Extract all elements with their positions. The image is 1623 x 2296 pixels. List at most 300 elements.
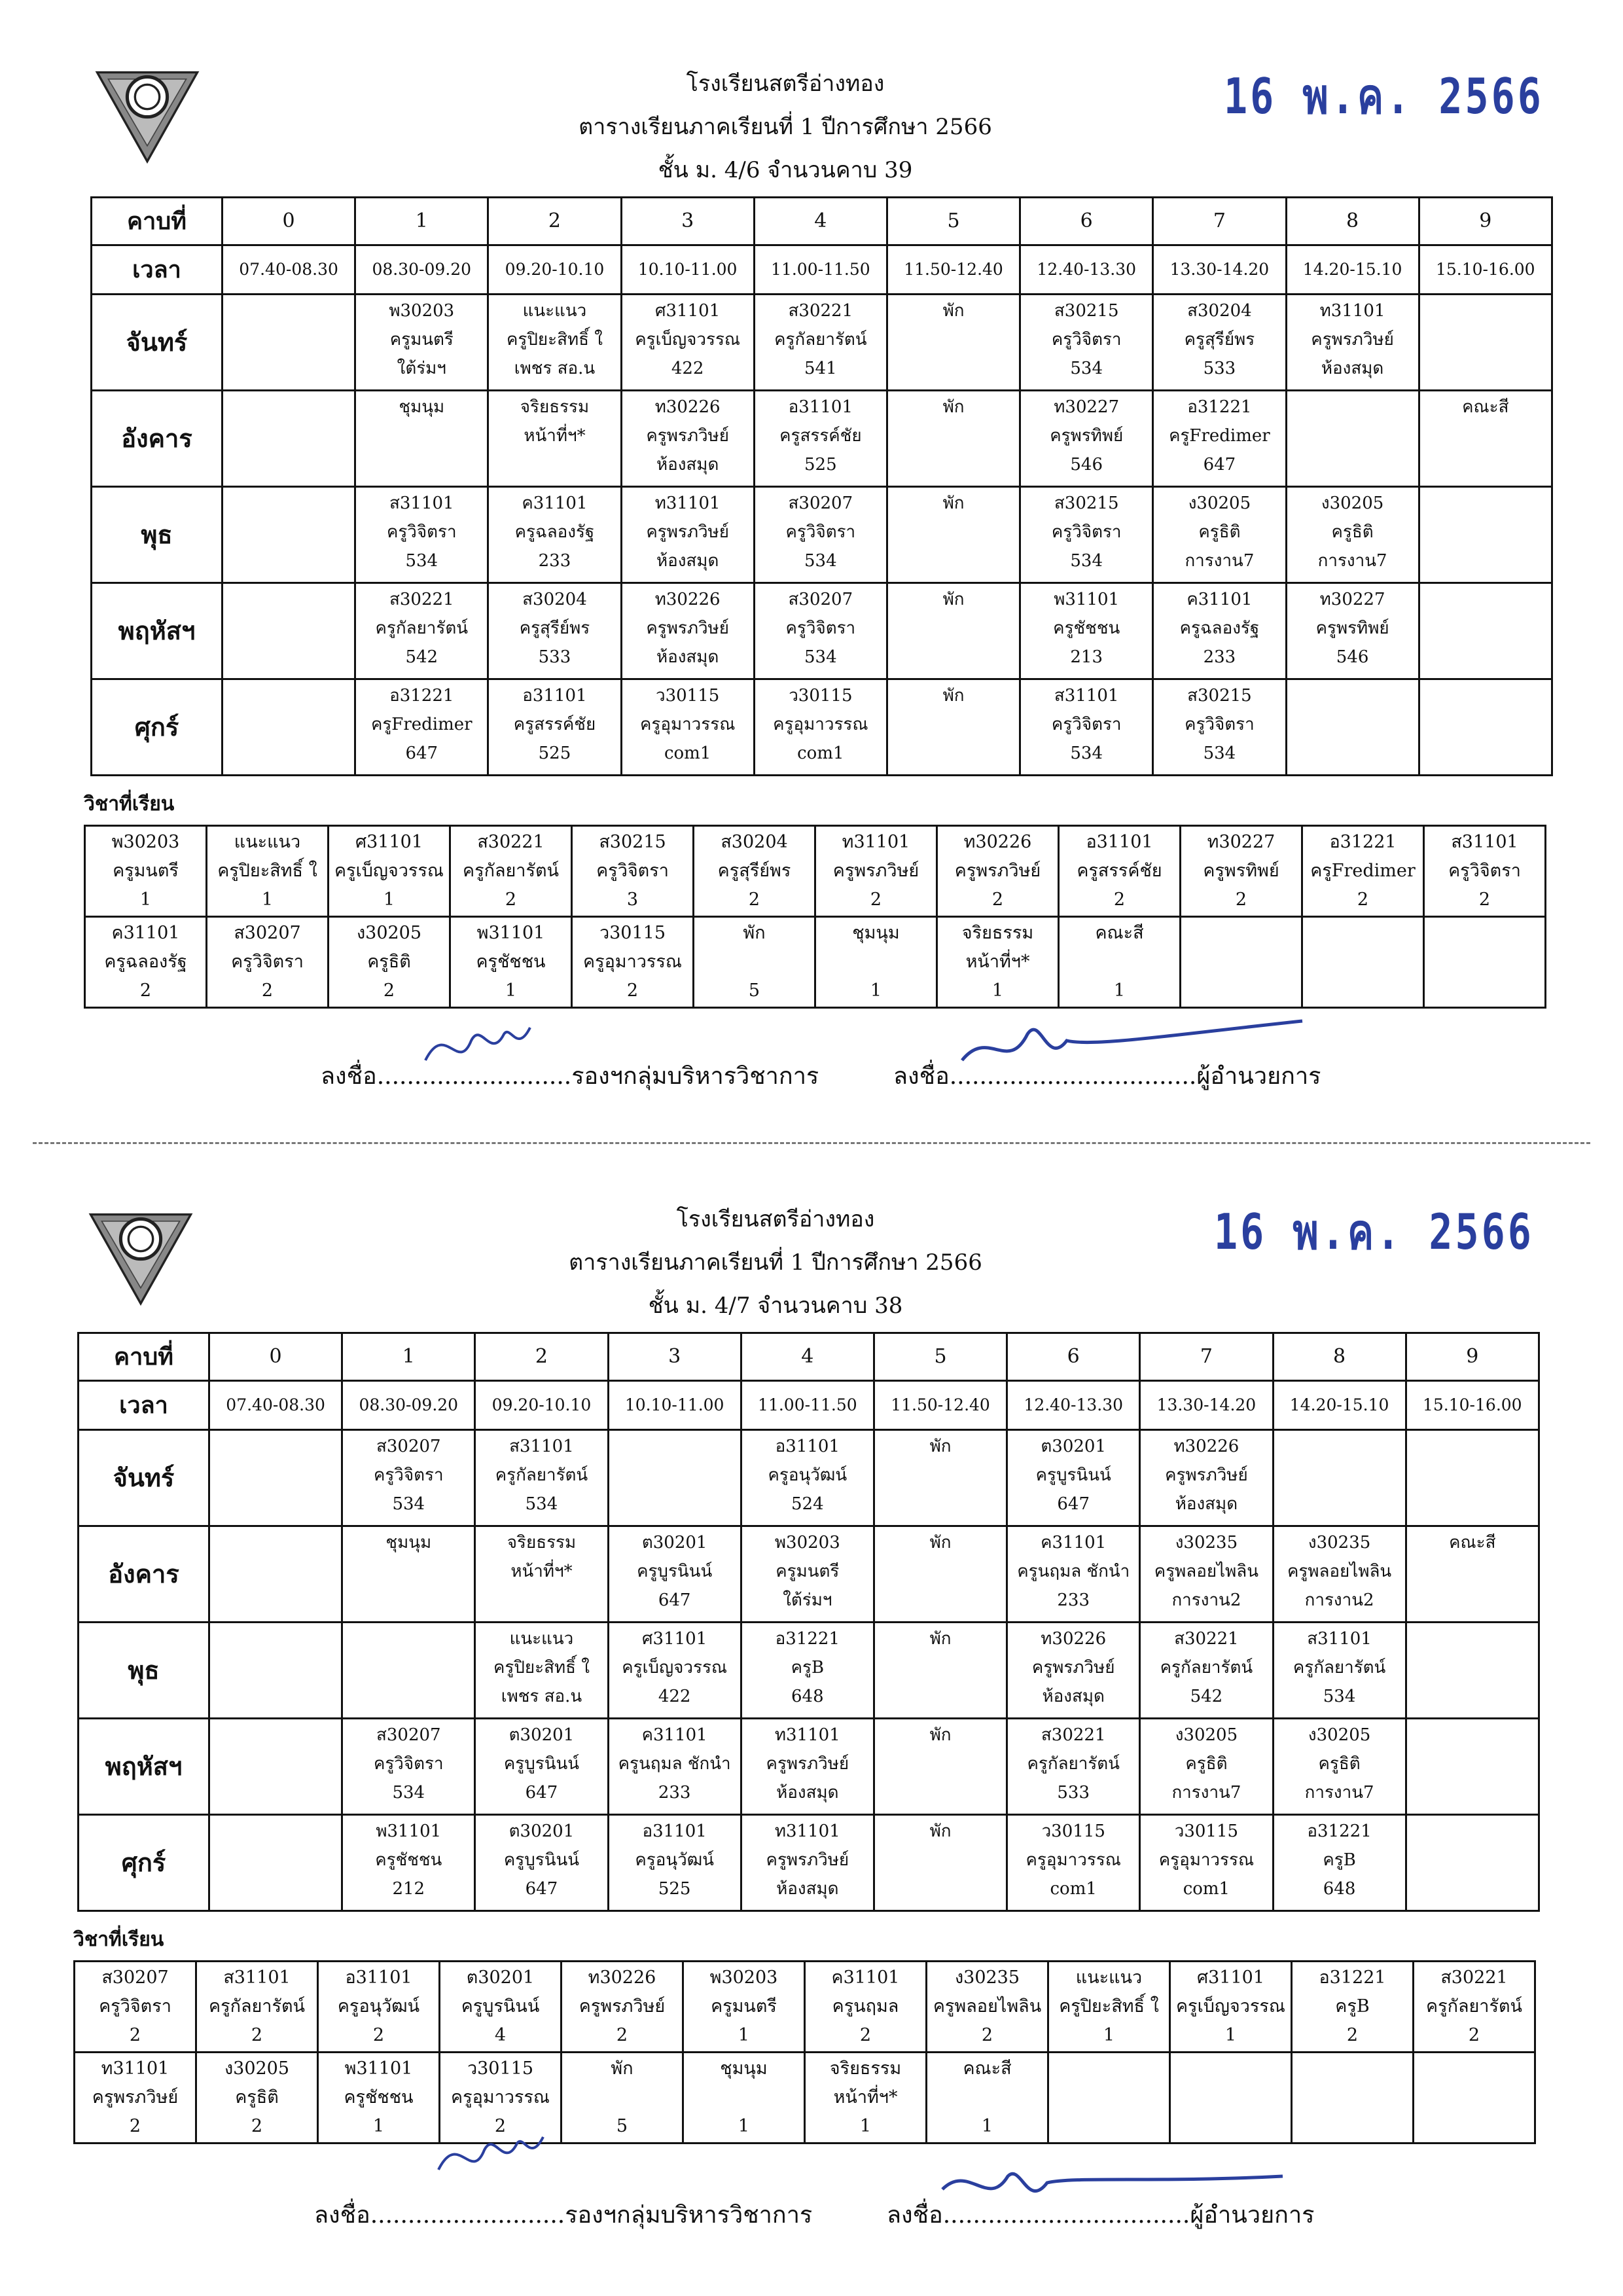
cell-line	[609, 1490, 740, 1518]
cell-line: com1	[664, 744, 711, 763]
cell-line: คณะสี	[1095, 923, 1144, 943]
class-cell	[621, 295, 754, 391]
subject-cell	[75, 1962, 196, 2053]
class-cell	[1153, 391, 1286, 487]
cell-line	[210, 1461, 341, 1490]
day-row	[79, 1815, 1539, 1911]
cell-line: ครูวิจิตรา	[99, 1996, 171, 2017]
cell-line: 2	[859, 2025, 872, 2045]
period-number: 7	[1153, 198, 1286, 245]
cell-line: 2	[251, 2025, 263, 2045]
cell-line	[1287, 450, 1418, 479]
cell-line	[1414, 2054, 1534, 2083]
cell-line	[1420, 489, 1551, 518]
cell-line: ครูกัลยารัตน์	[1293, 1658, 1386, 1677]
day-row	[79, 1623, 1539, 1719]
cell-line: ครูเบ็ญจวรรณ	[1176, 1996, 1285, 2017]
class-cell	[223, 583, 355, 679]
cell-line: พัก	[942, 493, 965, 513]
subject-cell	[683, 2053, 805, 2144]
cell-line: ง30205	[1321, 493, 1384, 513]
cell-line: 2	[261, 980, 274, 1001]
cell-line	[888, 710, 1019, 739]
cell-line: 2	[139, 980, 152, 1001]
cell-line: ครูมนตรี	[389, 330, 454, 350]
class-cell	[342, 1815, 475, 1911]
class-cell	[754, 679, 887, 776]
class-cell	[475, 1719, 608, 1815]
cell-line: ครูพรภวิษย์	[766, 1850, 849, 1870]
cell-line	[1407, 1624, 1538, 1653]
cell-line: ครูพรภวิษย์	[646, 426, 729, 446]
cell-line: ห้องสมุด	[776, 1783, 839, 1803]
cell-line: 542	[405, 647, 438, 667]
school-logo	[92, 52, 203, 164]
subject-cell	[1302, 917, 1424, 1008]
cell-line	[1420, 450, 1551, 479]
class-cell	[621, 391, 754, 487]
subject-cell	[1181, 917, 1302, 1008]
cell-line: ส30221	[477, 832, 544, 852]
cell-line: ท30226	[1173, 1437, 1240, 1456]
subjects-row	[75, 2053, 1535, 2144]
cell-line	[210, 1721, 341, 1749]
cell-line: แนะแนว	[1075, 1967, 1143, 1988]
class-cell	[355, 583, 488, 679]
cell-line: 233	[658, 1783, 691, 1803]
cell-line: แนะแนว	[234, 832, 301, 852]
subject-cell	[1048, 1962, 1170, 2053]
cell-line	[223, 710, 354, 739]
time-label: เวลา	[79, 1381, 209, 1430]
class-cell	[1140, 1719, 1273, 1815]
cell-line: 2	[981, 2025, 993, 2045]
cell-line: ศ31101	[655, 301, 721, 321]
cell-line: ชุมนุม	[852, 923, 900, 943]
cell-line: ต30201	[508, 1821, 575, 1841]
cell-line: 2	[251, 2116, 263, 2136]
cell-line	[1060, 948, 1179, 977]
cell-line: พ30203	[111, 832, 180, 852]
cell-line: 534	[1070, 551, 1103, 571]
cell-line: ครูอนุวัฒน์	[337, 1996, 420, 2017]
cell-line	[875, 1874, 1006, 1903]
cell-line: พ31101	[344, 2058, 413, 2079]
cell-line: 1	[991, 980, 1004, 1001]
class-cell	[488, 679, 621, 776]
cell-line: พัก	[942, 301, 965, 321]
cell-line	[1414, 2083, 1534, 2112]
cell-line: ส31101	[1307, 1629, 1372, 1649]
cell-line: ท30226	[1041, 1629, 1107, 1649]
cell-line	[210, 1749, 341, 1778]
cell-line: ชุมนุม	[399, 397, 445, 417]
cell-line: 233	[538, 551, 571, 571]
date-stamp: 16 พ.ค. 2566	[1214, 1204, 1534, 1261]
subject-cell	[562, 2053, 683, 2144]
class-cell	[1419, 487, 1552, 583]
cell-line: ครูปิยะสิทธิ์ ใ	[493, 1658, 590, 1677]
cell-line	[888, 739, 1019, 768]
time-slot: 10.10-11.00	[608, 1381, 741, 1430]
subject-cell	[450, 917, 572, 1008]
class-cell	[355, 487, 488, 583]
cell-line: 541	[804, 359, 837, 378]
cell-line	[816, 948, 936, 977]
cell-line: ครูมนตรี	[776, 1562, 840, 1581]
cell-line: อ31101	[788, 397, 853, 417]
class-cell	[887, 295, 1020, 391]
cell-line: ครูบูรนินน์	[503, 1850, 580, 1870]
cell-line: พ31101	[1054, 590, 1120, 609]
class-cell	[741, 1719, 874, 1815]
cell-line: พ31101	[476, 923, 545, 943]
class-cell	[1140, 1430, 1273, 1526]
cell-line: 422	[671, 359, 704, 378]
cell-line: 3	[626, 889, 639, 910]
class-cell	[887, 391, 1020, 487]
cell-line: ส30221	[1440, 1967, 1508, 1988]
cell-line	[210, 1682, 341, 1711]
cell-line: 2	[616, 2025, 628, 2045]
cell-line: ครูพรภวิษย์	[92, 2087, 179, 2108]
cell-line: 233	[1203, 647, 1236, 667]
class-cell	[1286, 295, 1419, 391]
period-row	[92, 198, 1552, 245]
cell-line: ครูอุมาวรรณ	[451, 2087, 550, 2108]
cell-line	[1420, 547, 1551, 575]
cell-line: 2	[129, 2025, 141, 2045]
cell-line: ครูอุมาวรรณ	[639, 715, 736, 734]
cell-line: อ31101	[775, 1437, 840, 1456]
cell-line: ครูFredimer	[1310, 861, 1416, 881]
class-cell	[209, 1815, 342, 1911]
cell-line: การงาน7	[1171, 1783, 1241, 1803]
cell-line	[1420, 614, 1551, 643]
cell-line: 534	[1070, 359, 1103, 378]
cell-line: ครูพลอยไพลิน	[1287, 1562, 1392, 1581]
cell-line: ครูกัลยารัตน์	[774, 330, 867, 350]
cell-line: ครูนฤมล ชักนำ	[618, 1754, 731, 1774]
cell-line	[223, 325, 354, 354]
class-cell	[754, 487, 887, 583]
cell-line	[1407, 1778, 1538, 1807]
cell-line: คณะสี	[1449, 1533, 1496, 1552]
sign-director-line: ลงชื่อ.................................ผู้อำนวยการ	[887, 2202, 1315, 2229]
class-cell	[1419, 679, 1552, 776]
timetable	[77, 1332, 1540, 1912]
cell-line: อ31221	[1307, 1821, 1372, 1841]
cell-line	[223, 489, 354, 518]
cell-line: com1	[1050, 1879, 1097, 1899]
cell-line: ท30226	[654, 590, 721, 609]
time-label: เวลา	[92, 245, 223, 295]
cell-line: พ30203	[709, 1967, 778, 1988]
day-row	[79, 1526, 1539, 1623]
cell-line: ครูพรทิพย์	[1050, 426, 1124, 446]
period-number: 5	[887, 198, 1020, 245]
cell-line	[343, 1682, 474, 1711]
cell-line: ท31101	[654, 493, 721, 513]
subject-cell	[85, 917, 207, 1008]
class-cell	[1153, 487, 1286, 583]
time-slot: 11.00-11.50	[741, 1381, 874, 1430]
cell-line: ท30226	[963, 832, 1032, 852]
cell-line	[1420, 325, 1551, 354]
cell-line: ครูB	[1335, 1996, 1370, 2017]
subject-cell	[1059, 826, 1181, 917]
cell-line: ครูพรภวิษย์	[1311, 330, 1394, 350]
cell-line: ใต้ร่มฯ	[397, 359, 446, 378]
subject-cell	[207, 917, 329, 1008]
cell-line: ครูสรรค์ชัย	[513, 715, 596, 734]
class-cell	[475, 1526, 608, 1623]
cell-line	[1407, 1586, 1538, 1615]
subject-cell	[1292, 2053, 1414, 2144]
class-cell	[1273, 1719, 1406, 1815]
subject-cell	[450, 826, 572, 917]
subject-cell	[937, 917, 1059, 1008]
subject-cell	[694, 917, 815, 1008]
cell-line: 2	[372, 2025, 385, 2045]
cell-line: ค31101	[1186, 590, 1253, 609]
class-cell	[608, 1526, 741, 1623]
subject-cell	[572, 917, 694, 1008]
cell-line	[210, 1778, 341, 1807]
day-name: พฤหัสฯ	[79, 1719, 209, 1815]
cell-line	[875, 1490, 1006, 1518]
class-title: ชั้น ม. 4/7 จำนวนคาบ 38	[648, 1293, 903, 1319]
cell-line	[875, 1557, 1006, 1586]
cell-line	[888, 643, 1019, 672]
period-number: 2	[488, 198, 621, 245]
cell-line: ครูวิจิตรา	[1051, 330, 1122, 350]
cell-line: ชุมนุม	[720, 2058, 768, 2079]
time-row	[92, 245, 1552, 295]
cell-line	[609, 1461, 740, 1490]
class-cell	[475, 1623, 608, 1719]
signature-deputy	[432, 2124, 563, 2189]
cell-line: 1	[1113, 980, 1126, 1001]
cell-line: 648	[1323, 1879, 1356, 1899]
day-row	[92, 487, 1552, 583]
cell-line: 1	[139, 889, 152, 910]
cell-line: อ31101	[642, 1821, 707, 1841]
cell-line	[210, 1846, 341, 1874]
day-name: ศุกร์	[79, 1815, 209, 1911]
cell-line	[888, 422, 1019, 450]
cell-line: พ31101	[376, 1821, 442, 1841]
class-cell	[1273, 1430, 1406, 1526]
cell-line: ต30201	[508, 1725, 575, 1745]
cell-line	[223, 422, 354, 450]
cell-line: ครูอุมาวรรณ	[773, 715, 868, 734]
subject-cell	[815, 826, 937, 917]
cell-line: ท31101	[842, 832, 910, 852]
cell-line: ครูB	[1323, 1850, 1356, 1870]
cell-line	[888, 325, 1019, 354]
subject-cell	[440, 1962, 562, 2053]
cell-line: ครูวิจิตรา	[1051, 522, 1122, 542]
cell-line: ครูสุรีย์พร	[519, 619, 590, 638]
time-row	[79, 1381, 1539, 1430]
cell-line: ครูพลอยไพลิน	[933, 1996, 1042, 2017]
cell-line: ส30207	[234, 923, 301, 943]
cell-line: ครูธิติ	[367, 952, 411, 972]
cell-line: ครูพรภวิษย์	[954, 861, 1041, 881]
cell-line	[1420, 354, 1551, 383]
cell-line: ส30207	[376, 1725, 441, 1745]
cell-line: ครูพรทิพย์	[1203, 861, 1279, 881]
cell-line: ส30215	[599, 832, 666, 852]
cell-line: ท31101	[1319, 301, 1385, 321]
cell-line: ว30115	[1041, 1821, 1105, 1841]
period-label: คาบที่	[79, 1333, 209, 1381]
cell-line	[223, 739, 354, 768]
subjects-body	[85, 826, 1546, 1008]
day-name: อังคาร	[79, 1526, 209, 1623]
cell-line: พัก	[611, 2058, 633, 2079]
period-number: 2	[475, 1333, 608, 1381]
date-stamp: 16 พ.ค. 2566	[1224, 68, 1544, 126]
cell-line: ค31101	[522, 493, 588, 513]
class-cell	[1406, 1623, 1539, 1719]
timetable-body	[92, 198, 1552, 776]
cell-line: ครูฉลองรัฐ	[1179, 619, 1260, 638]
cell-line: ท31101	[101, 2058, 169, 2079]
class-title: ชั้น ม. 4/6 จำนวนคาบ 39	[658, 157, 913, 183]
cell-line: ง30205	[224, 2058, 290, 2079]
cell-line: ค31101	[641, 1725, 707, 1745]
cell-line: 647	[525, 1879, 558, 1899]
cell-line	[1407, 1653, 1538, 1682]
cell-line: ห้องสมุด	[656, 455, 719, 475]
subject-cell	[318, 2053, 440, 2144]
cell-line: ครูชัชชน	[476, 952, 546, 972]
cell-line	[1420, 681, 1551, 710]
cell-line: ครูนฤมล	[832, 1996, 899, 2017]
subject-cell	[1292, 1962, 1414, 2053]
cell-line	[1287, 422, 1418, 450]
cell-line: ห้องสมุด	[1321, 359, 1384, 378]
period-number: 4	[754, 198, 887, 245]
cell-line: 542	[1190, 1687, 1223, 1706]
term-title: ตารางเรียนภาคเรียนที่ 1 ปีการศึกษา 2566	[569, 1249, 982, 1276]
cell-line: ท30226	[654, 397, 721, 417]
cell-line	[1420, 296, 1551, 325]
cell-line	[875, 1846, 1006, 1874]
cell-line	[210, 1432, 341, 1461]
cell-line: ครูพรภวิษย์	[646, 619, 729, 638]
cell-line: 1	[1103, 2025, 1115, 2045]
cell-line: ส30215	[1187, 686, 1252, 706]
cell-line: ครูชัชชน	[1053, 619, 1120, 638]
cell-line	[694, 948, 814, 977]
cell-line	[1420, 710, 1551, 739]
cell-line: 2	[1478, 889, 1491, 910]
class-cell	[1140, 1815, 1273, 1911]
cell-line	[1049, 2083, 1169, 2112]
cell-line	[1414, 2112, 1534, 2141]
class-cell	[1273, 1623, 1406, 1719]
cell-line: 422	[658, 1687, 691, 1706]
cell-line: จริยธรรม	[520, 397, 590, 417]
cell-line: 4	[494, 2025, 507, 2045]
class-cell	[209, 1623, 342, 1719]
cell-line: 2	[991, 889, 1004, 910]
subject-cell	[329, 917, 450, 1008]
cell-line: แนะแนว	[522, 301, 587, 321]
cell-line	[1420, 518, 1551, 547]
class-cell	[608, 1623, 741, 1719]
cell-line: ห้องสมุด	[656, 647, 719, 667]
subject-cell	[562, 1962, 683, 2053]
period-number: 6	[1020, 198, 1153, 245]
period-row	[79, 1333, 1539, 1381]
cell-line: ว30115	[656, 686, 720, 706]
cell-line	[875, 1778, 1006, 1807]
class-cell	[1286, 583, 1419, 679]
day-name: จันทร์	[79, 1430, 209, 1526]
cell-line	[927, 2083, 1047, 2112]
sign-deputy-line: ลงชื่อ..........................รองฯกลุ่มบริหารวิชาการ	[321, 1063, 819, 1090]
cell-line: ครูกัลยารัตน์	[375, 619, 469, 638]
cell-line: ห้องสมุด	[776, 1879, 839, 1899]
cell-line: ส30207	[376, 1437, 441, 1456]
day-name: พฤหัสฯ	[92, 583, 223, 679]
period-number: 8	[1273, 1333, 1406, 1381]
day-name: พุธ	[92, 487, 223, 583]
cell-line: ครูสรรค์ชัย	[779, 426, 862, 446]
cell-line: com1	[1183, 1879, 1230, 1899]
cell-line: 534	[1323, 1687, 1356, 1706]
cell-line	[210, 1528, 341, 1557]
cell-line: ครูนฤมล ชักนำ	[1017, 1562, 1130, 1581]
class-cell	[874, 1526, 1007, 1623]
cell-line	[888, 354, 1019, 383]
cell-line	[888, 614, 1019, 643]
cell-line	[223, 681, 354, 710]
subject-cell	[75, 2053, 196, 2144]
class-cell	[608, 1430, 741, 1526]
cell-line: 534	[804, 551, 837, 571]
cell-line: ครูFredimer	[1169, 426, 1270, 446]
cell-line	[223, 614, 354, 643]
cell-line: 2	[626, 980, 639, 1001]
cell-line: com1	[797, 744, 844, 763]
cell-line: ครูพลอยไพลิน	[1154, 1562, 1258, 1581]
cell-line: ง30205	[1175, 1725, 1238, 1745]
class-cell	[1419, 583, 1552, 679]
cell-line: ส31101	[509, 1437, 574, 1456]
cell-line: ท31101	[774, 1725, 840, 1745]
cell-line: 647	[1203, 455, 1236, 475]
cell-line: ครูพรทิพย์	[1315, 619, 1389, 638]
cell-line	[210, 1817, 341, 1846]
cell-line: ครูอนุวัฒน์	[768, 1465, 847, 1485]
cell-line: อ31221	[389, 686, 454, 706]
cell-line: ครูกัลยารัตน์	[1426, 1996, 1522, 2017]
subject-cell	[329, 826, 450, 917]
cell-line	[223, 450, 354, 479]
class-cell	[1273, 1526, 1406, 1623]
class-cell	[754, 391, 887, 487]
cell-line: 2	[748, 889, 760, 910]
subjects-table	[84, 825, 1546, 1009]
cell-line	[1420, 422, 1551, 450]
class-cell	[1020, 391, 1153, 487]
cell-line: ครูวิจิตรา	[596, 861, 669, 881]
